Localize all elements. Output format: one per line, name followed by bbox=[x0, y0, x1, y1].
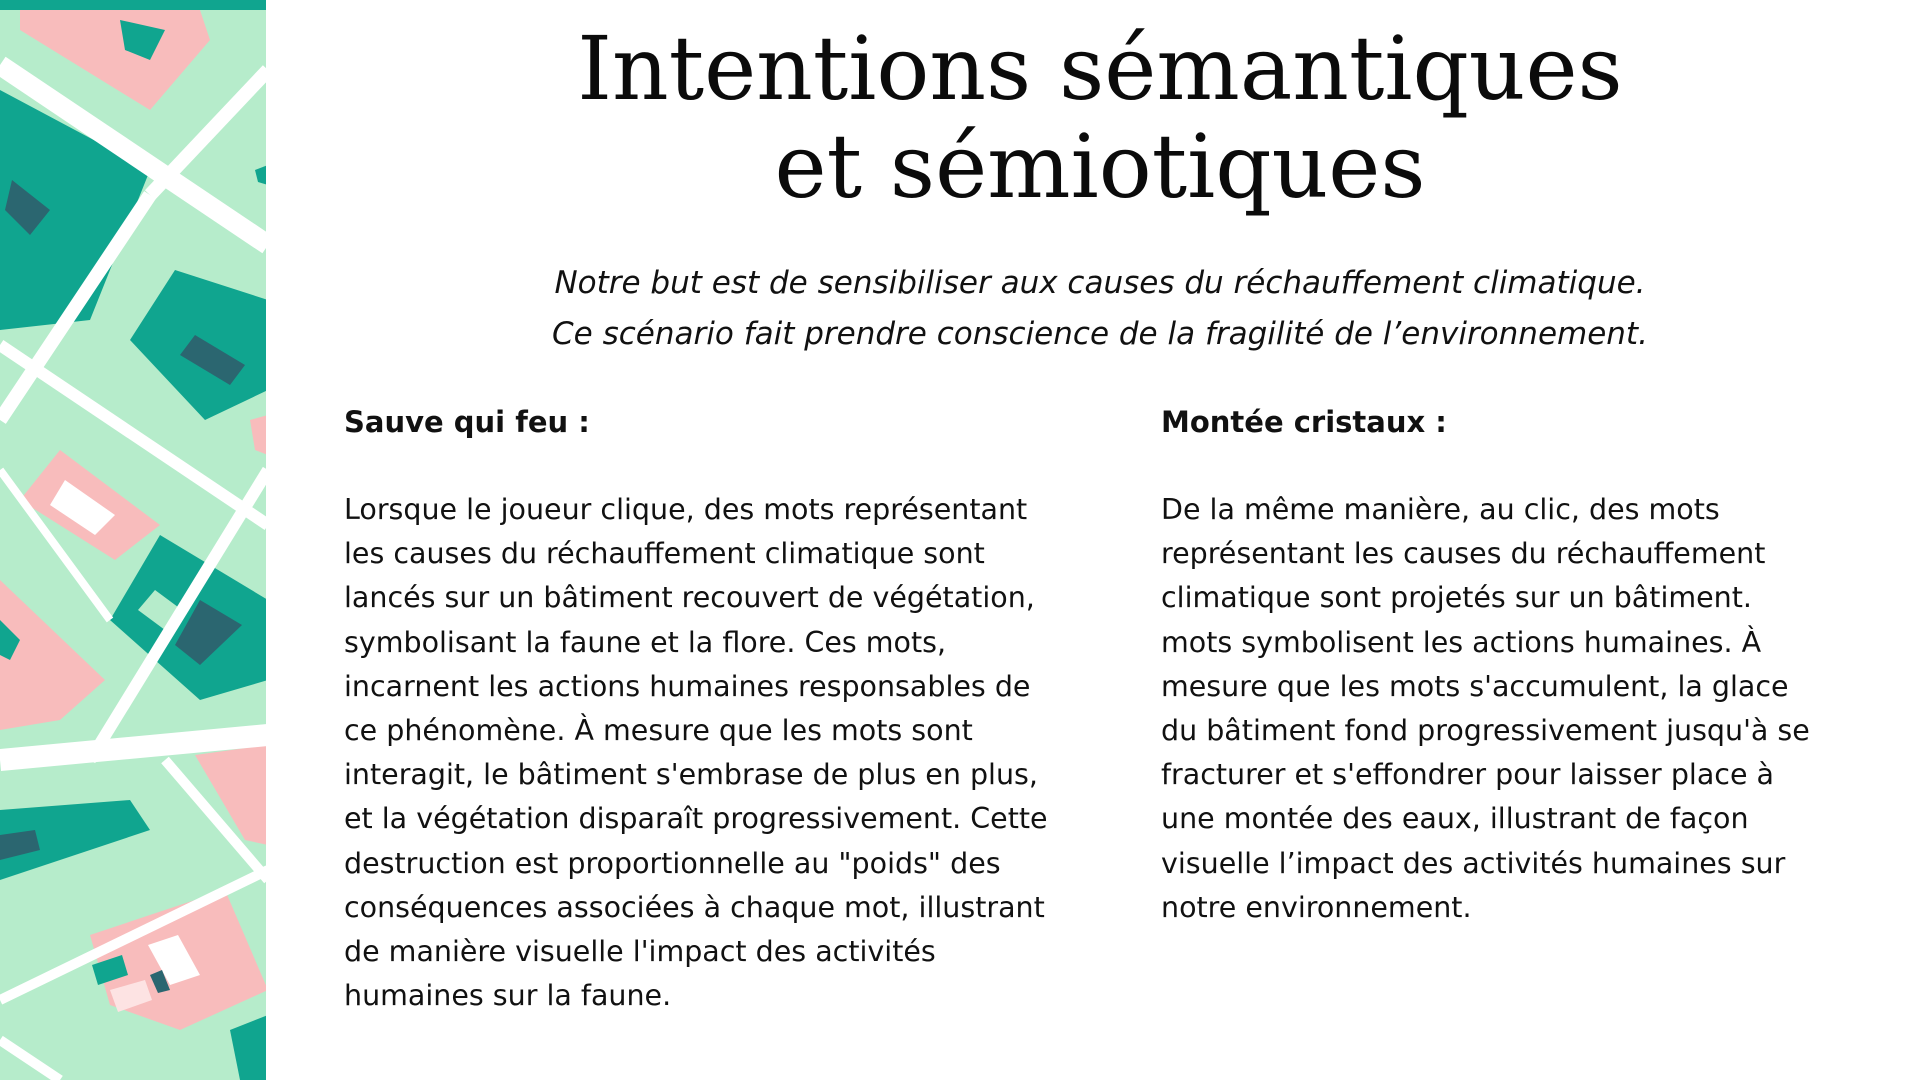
text-line: notre environnement. bbox=[1161, 890, 1472, 924]
scenario-montee-cristaux bbox=[1161, 400, 1891, 930]
subtitle-line-2: Ce scénario fait prendre conscience de la fragilité de l’environnement. bbox=[552, 316, 1648, 352]
city-map-icon bbox=[0, 0, 268, 1080]
text-line: mesure que les mots s'accumulent, la glace bbox=[1161, 669, 1789, 703]
text-line: interagit, le bâtiment s'embrase de plus en plus, bbox=[344, 758, 1038, 792]
scenario-description bbox=[1161, 488, 1891, 930]
city-map-illustration bbox=[0, 0, 268, 1080]
scenario-heading: Sauve qui feu : bbox=[344, 405, 590, 439]
slide-title bbox=[430, 17, 1770, 218]
subtitle-line-1: Notre but est de sensibiliser aux causes du réchauffement climatique. bbox=[554, 265, 1646, 301]
text-line: une montée des eaux, illustrant de façon bbox=[1161, 802, 1749, 836]
title-line-1: Intentions sémantiques bbox=[577, 17, 1623, 120]
text-line: ce phénomène. À mesure que les mots sont bbox=[344, 714, 973, 748]
text-line: lancés sur un bâtiment recouvert de végétation, bbox=[344, 581, 1035, 615]
text-line: du bâtiment fond progressivement jusqu'à se bbox=[1161, 714, 1810, 748]
slide-subtitle bbox=[400, 258, 1800, 360]
text-line: fracturer et s'effondrer pour laisser place à bbox=[1161, 758, 1775, 792]
text-line: visuelle l’impact des activités humaines sur bbox=[1161, 846, 1786, 880]
text-line: Lorsque le joueur clique, des mots représentant bbox=[344, 493, 1028, 526]
text-line: représentant les causes du réchauffement bbox=[1161, 537, 1766, 571]
text-line: les causes du réchauffement climatique sont bbox=[344, 537, 985, 571]
text-line: De la même manière, au clic, des mots bbox=[1161, 493, 1720, 526]
text-line: mots symbolisent les actions humaines. À bbox=[1161, 625, 1762, 659]
scenario-description bbox=[344, 488, 1104, 1018]
scenario-heading: Montée cristaux : bbox=[1161, 405, 1447, 439]
text-line: humaines sur la faune. bbox=[344, 979, 672, 1013]
text-line: climatique sont projetés sur un bâtiment. bbox=[1161, 581, 1752, 615]
scenario-sauve-qui-feu bbox=[344, 400, 1104, 1018]
text-line: destruction est proportionnelle au "poids" des bbox=[344, 846, 1001, 880]
text-line: de manière visuelle l'impact des activités bbox=[344, 935, 936, 969]
text-line: symbolisant la faune et la flore. Ces mots, bbox=[344, 625, 947, 659]
text-line: incarnent les actions humaines responsables de bbox=[344, 669, 1031, 703]
title-line-2: et sémiotiques bbox=[774, 115, 1426, 218]
text-line: conséquences associées à chaque mot, illustrant bbox=[344, 890, 1045, 924]
text-line: et la végétation disparaît progressivement. Cette bbox=[344, 802, 1048, 836]
